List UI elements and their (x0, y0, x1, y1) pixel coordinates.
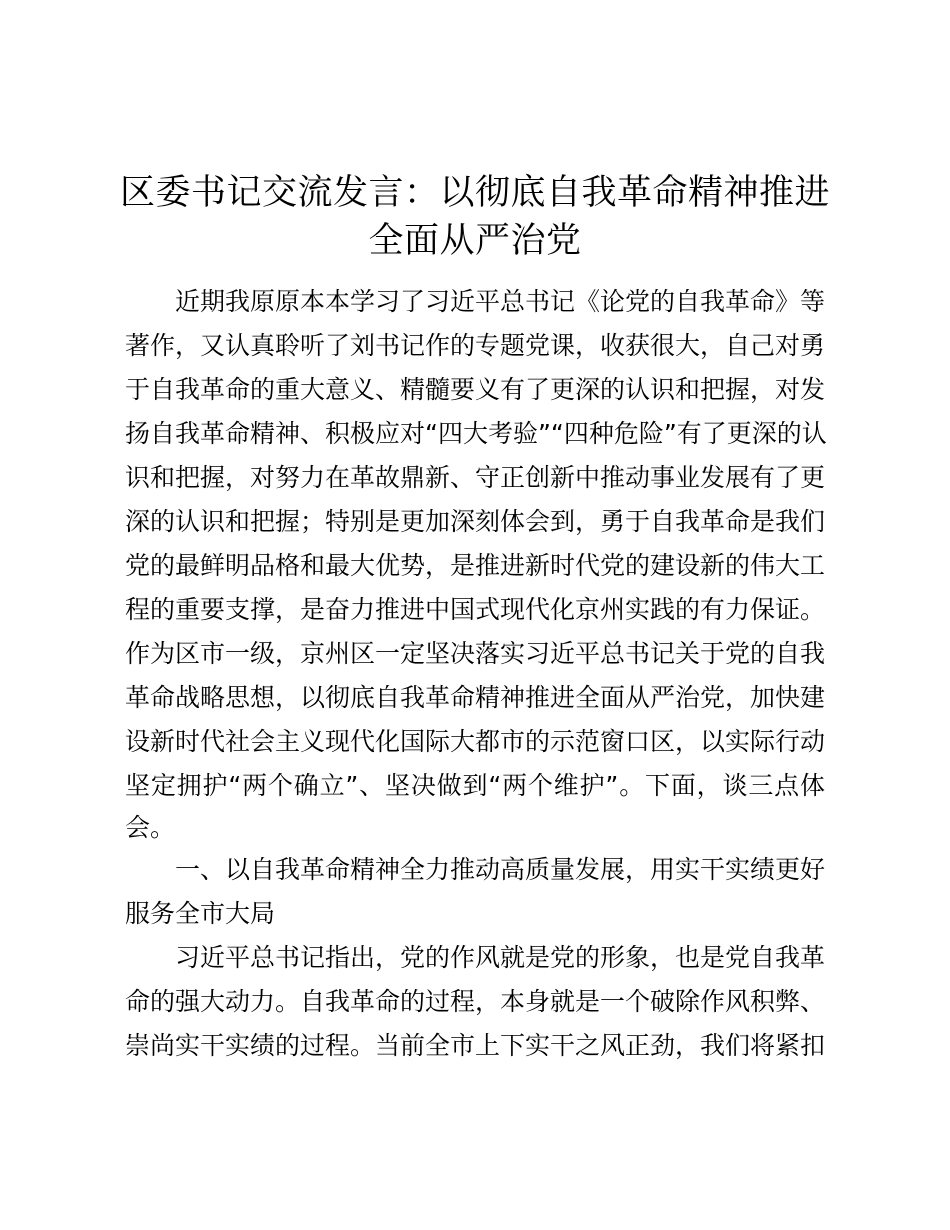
paragraph-line: 党的最鲜明品格和最大优势，是推进新时代党的建设新的伟大工 (125, 551, 826, 580)
heading-line: 一、以自我革命精神全力推动高质量发展，用实干实绩更好 (175, 855, 826, 884)
document-title-line-2: 全面从严治党 (368, 221, 582, 261)
paragraph-line: 命的强大动力。自我革命的过程，本身就是一个破除作风积弊、 (125, 987, 826, 1016)
paragraph-line: 深的认识和把握；特别是更加深刻体会到，勇于自我革命是我们 (125, 507, 826, 536)
paragraph-line: 扬自我革命精神、积极应对“四大考验”“四种危险”有了更深的认 (125, 419, 827, 448)
paragraph-line: 坚定拥护“两个确立”、坚决做到“两个维护”。下面，谈三点体 (125, 771, 825, 800)
document-title-line-1: 区委书记交流发言：以彻底自我革命精神推进 (119, 173, 830, 213)
paragraph-line: 崇尚实干实绩的过程。当前全市上下实干之风正劲，我们将紧扣 (125, 1031, 826, 1060)
paragraph-line: 程的重要支撑，是奋力推进中国式现代化京州实践的有力保证。 (125, 595, 826, 624)
paragraph-line: 近期我原原本本学习了习近平总书记《论党的自我革命》等 (175, 287, 826, 316)
heading-line: 服务全市大局 (125, 899, 276, 928)
paragraph-line: 会。 (125, 813, 176, 842)
paragraph-line: 作为区市一级，京州区一定坚决落实习近平总书记关于党的自我 (125, 639, 826, 668)
paragraph-line: 设新时代社会主义现代化国际大都市的示范窗口区，以实际行动 (125, 727, 826, 756)
paragraph-line: 习近平总书记指出，党的作风就是党的形象，也是党自我革 (175, 943, 826, 972)
paragraph-line: 革命战略思想，以彻底自我革命精神推进全面从严治党，加快建 (125, 683, 826, 712)
paragraph-line: 著作，又认真聆听了刘书记作的专题党课，收获很大，自己对勇 (125, 331, 826, 360)
paragraph-line: 识和把握，对努力在革故鼎新、守正创新中推动事业发展有了更 (125, 463, 826, 492)
paragraph-line: 于自我革命的重大意义、精髓要义有了更深的认识和把握，对发 (125, 375, 826, 404)
